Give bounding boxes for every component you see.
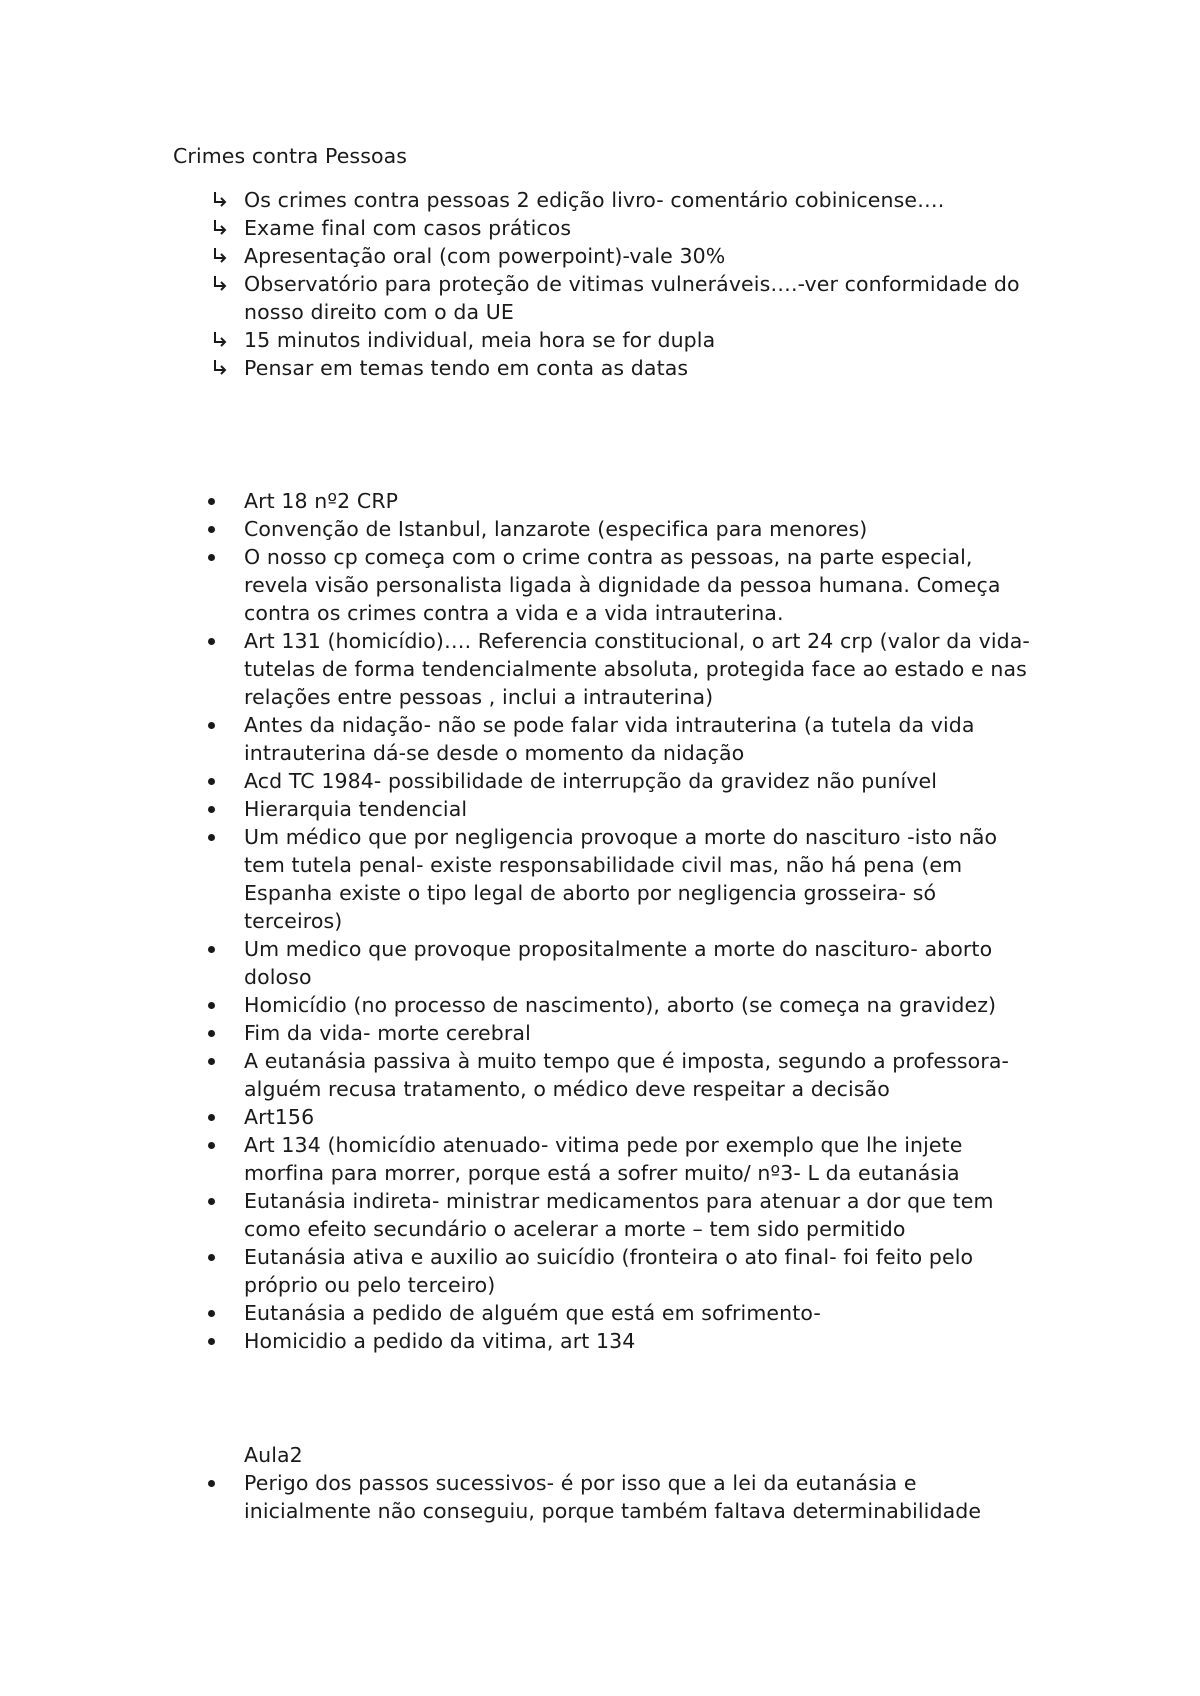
bullet-dot-icon <box>208 1142 215 1149</box>
bullet-dot-icon <box>208 834 215 841</box>
bullet-list-item-text: Fim da vida- morte cerebral <box>244 1021 531 1045</box>
bullet-list-item <box>0 1243 1200 1299</box>
arrow-list-item <box>0 242 1200 270</box>
bullet-dot-icon <box>208 806 215 813</box>
bullet-dot-icon <box>208 1058 215 1065</box>
bullet-list-item-text: Convenção de Istanbul, lanzarote (especifica para menores) <box>244 517 868 541</box>
arrow-list-item-text: Apresentação oral (com powerpoint)-vale 30% <box>244 244 726 268</box>
arrow-list-item <box>0 214 1200 242</box>
bullet-list-item <box>0 627 1200 711</box>
bullet-dot-icon <box>208 1254 215 1261</box>
arrow-list-item <box>0 326 1200 354</box>
bullet-dot-icon <box>208 1114 215 1121</box>
bullet-list-item <box>0 823 1200 935</box>
document-title: Crimes contra Pessoas <box>173 144 408 168</box>
bullet-list-item-text: Hierarquia tendencial <box>244 797 468 821</box>
bullet-list-item <box>0 487 1200 515</box>
bullet-list-aula2 <box>0 1469 1200 1525</box>
bullet-dot-icon <box>208 1002 215 1009</box>
arrow-list-item-text: 15 minutos individual, meia hora se for dupla <box>244 328 716 352</box>
bullet-list-item-text: Eutanásia ativa e auxilio ao suicídio (fronteira o ato final- foi feito pelo próprio ou pelo terceiro) <box>244 1245 974 1297</box>
bullet-dot-icon <box>208 1480 215 1487</box>
arrow-list-item <box>0 186 1200 214</box>
bullet-list-item-text: Um medico que provoque propositalmente a morte do nascituro- aborto doloso <box>244 937 993 989</box>
bullet-list-item <box>0 991 1200 1019</box>
bullet-dot-icon <box>208 778 215 785</box>
bullet-dot-icon <box>208 498 215 505</box>
bullet-list-item <box>0 1019 1200 1047</box>
arrow-list-item-text: Exame final com casos práticos <box>244 216 572 240</box>
bullet-dot-icon <box>208 1198 215 1205</box>
bullet-dot-icon <box>208 1338 215 1345</box>
bullet-list-item <box>0 515 1200 543</box>
arrow-list-item-text: Pensar em temas tendo em conta as datas <box>244 356 689 380</box>
bullet-list-item-text: Homicidio a pedido da vitima, art 134 <box>244 1329 636 1353</box>
bullet-list-item <box>0 1047 1200 1103</box>
bullet-list-item <box>0 1131 1200 1187</box>
bullet-list-item-text: Homicídio (no processo de nascimento), aborto (se começa na gravidez) <box>244 993 997 1017</box>
arrow-list-item <box>0 354 1200 382</box>
bullet-list-item-text: Art156 <box>244 1105 315 1129</box>
bullet-dot-icon <box>208 638 215 645</box>
bullet-list-item-text: Art 131 (homicídio)…. Referencia constitucional, o art 24 crp (valor da vida-tutelas de forma tendencialmente absoluta, protegida face ao estado e nas relações entre pessoas , inclui a intrauterina) <box>244 629 1030 709</box>
bullet-list-item-text: Art 134 (homicídio atenuado- vitima pede por exemplo que lhe injete morfina para morrer, porque está a sofrer muito/ nº3- L da eutanásia <box>244 1133 963 1185</box>
bullet-dot-icon <box>208 722 215 729</box>
bullet-list-item <box>0 1327 1200 1355</box>
bullet-list-item-text: Perigo dos passos sucessivos- é por isso que a lei da eutanásia e inicialmente não conseguiu, porque também faltava determinabilidade <box>244 1471 982 1523</box>
bullet-list-item-text: A eutanásia passiva à muito tempo que é imposta, segundo a professora- alguém recusa tratamento, o médico deve respeitar a decisão <box>244 1049 1010 1101</box>
bullet-list-item <box>0 711 1200 767</box>
bullet-list-item <box>0 1299 1200 1327</box>
bullet-list-item-text: Eutanásia a pedido de alguém que está em sofrimento- <box>244 1301 821 1325</box>
bullet-dot-icon <box>208 554 215 561</box>
arrow-down-right-icon <box>210 274 230 294</box>
bullet-dot-icon <box>208 1030 215 1037</box>
bullet-list-item <box>0 935 1200 991</box>
bullet-list-item-text: Acd TC 1984- possibilidade de interrupção da gravidez não punível <box>244 769 938 793</box>
bullet-dot-icon <box>208 1310 215 1317</box>
bullet-list <box>0 487 1200 1355</box>
arrow-list-item <box>0 270 1200 326</box>
bullet-list-item <box>0 767 1200 795</box>
bullet-list-item <box>0 543 1200 627</box>
section-label: Aula2 <box>244 1443 303 1467</box>
bullet-dot-icon <box>208 946 215 953</box>
arrow-down-right-icon <box>210 218 230 238</box>
bullet-list-item-text: Art 18 nº2 CRP <box>244 489 399 513</box>
bullet-list-item-text: Um médico que por negligencia provoque a morte do nascituro -isto não tem tutela penal- existe responsabilidade civil mas, não há pena (em Espanha existe o tipo legal de aborto por negligencia grosseira- só terceiros) <box>244 825 998 933</box>
bullet-list-item-text: Antes da nidação- não se pode falar vida intrauterina (a tutela da vida intrauterina dá-se desde o momento da nidação <box>244 713 975 765</box>
arrow-down-right-icon <box>210 246 230 266</box>
bullet-list-item <box>0 1469 1200 1525</box>
bullet-list-item <box>0 1103 1200 1131</box>
arrow-down-right-icon <box>210 358 230 378</box>
bullet-list-item-text: Eutanásia indireta- ministrar medicamentos para atenuar a dor que tem como efeito secundário o acelerar a morte – tem sido permitido <box>244 1189 994 1241</box>
arrow-down-right-icon <box>210 190 230 210</box>
bullet-dot-icon <box>208 526 215 533</box>
bullet-list-item <box>0 1187 1200 1243</box>
arrow-list <box>0 186 1200 382</box>
bullet-list-item-text: O nosso cp começa com o crime contra as pessoas, na parte especial, revela visão personalista ligada à dignidade da pessoa humana. Começa contra os crimes contra a vida e a vida intrauterina. <box>244 545 1001 625</box>
arrow-list-item-text: Os crimes contra pessoas 2 edição livro- comentário cobinicense…. <box>244 188 945 212</box>
arrow-list-item-text: Observatório para proteção de vitimas vulneráveis….-ver conformidade do nosso direito com o da UE <box>244 272 1020 324</box>
arrow-down-right-icon <box>210 330 230 350</box>
bullet-list-item <box>0 795 1200 823</box>
